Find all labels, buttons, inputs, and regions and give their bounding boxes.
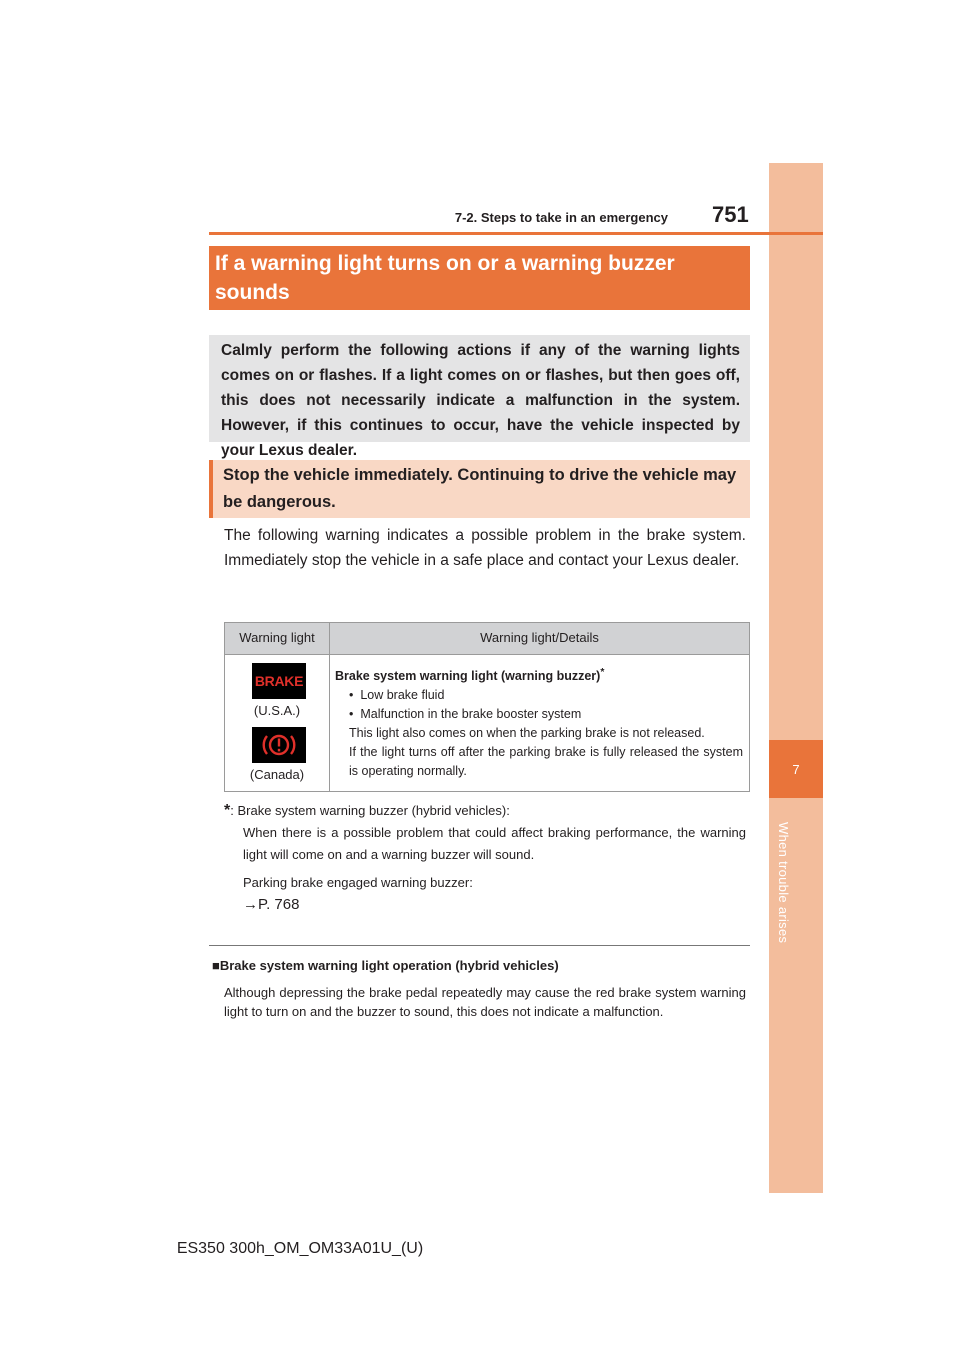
icon-label-canada: (Canada)	[249, 767, 305, 782]
footnote	[224, 800, 746, 916]
brake-warning-symbol-icon	[252, 727, 306, 763]
warning-light-table	[224, 622, 750, 792]
detail-bullet: • Low brake fluid	[349, 688, 445, 703]
header-rule	[209, 232, 823, 235]
parking-brake-label: Parking brake engaged warning buzzer:	[243, 875, 473, 890]
brake-warning-icon: BRAKE	[252, 663, 306, 699]
note-heading: ■Brake system warning light operation (hybrid vehicles)	[212, 958, 559, 973]
body-paragraph: The following warning indicates a possible problem in the brake system. Immediately stop the vehicle in a safe place and contact your Lexus dealer.	[224, 527, 746, 569]
footnote-text: When there is a possible problem that could affect braking performance, the warning light will come on and a warning buzzer will sound.	[243, 825, 746, 862]
footnote-label: *: Brake system warning buzzer (hybrid vehicles):	[224, 802, 510, 819]
document-code: ES350 300h_OM_OM33A01U_(U)	[176, 1240, 424, 1257]
side-chapter-tab	[769, 163, 823, 1193]
table-header-warning-light: Warning light	[225, 623, 330, 654]
table-header-row	[225, 623, 749, 655]
chapter-number: 7	[792, 762, 800, 777]
detail-paragraph: This light also comes on when the parking brake is not released.	[349, 726, 705, 741]
header-section-title: 7-2. Steps to take in an emergency	[454, 210, 668, 225]
table-header-details: Warning light/Details	[480, 630, 599, 645]
page-number: 751	[712, 202, 749, 227]
section-divider	[209, 945, 750, 946]
page-title: If a warning light turns on or a warning buzzer sounds	[209, 246, 750, 310]
icon-label-usa: (U.S.A.)	[253, 703, 301, 718]
page-reference-link[interactable]: →P. 768	[243, 896, 300, 913]
chapter-number-box	[769, 740, 823, 798]
table-column-divider	[329, 654, 330, 791]
intro-box: Calmly perform the following actions if any of the warning lights comes on or flashes. If a light comes on or flashes, but then goes off, this does not necessarily indicate a malfunction in the system. However, if this continues to occur, have the vehicle inspected by your Lexus dealer.	[209, 335, 750, 442]
detail-bullet: • Malfunction in the brake booster system	[349, 707, 582, 722]
detail-title: Brake system warning light (warning buzzer)*	[335, 667, 605, 684]
detail-paragraph: If the light turns off after the parking brake is fully released the system is operating normally.	[349, 745, 743, 779]
warning-details	[335, 663, 743, 781]
note-text: Although depressing the brake pedal repeatedly may cause the red brake system warning light to turn on and the buzzer to sound, this does not indicate a malfunction.	[224, 985, 746, 1019]
chapter-label: When trouble arises	[776, 822, 791, 944]
caution-heading: Stop the vehicle immediately. Continuing to drive the vehicle may be dangerous.	[209, 460, 750, 518]
